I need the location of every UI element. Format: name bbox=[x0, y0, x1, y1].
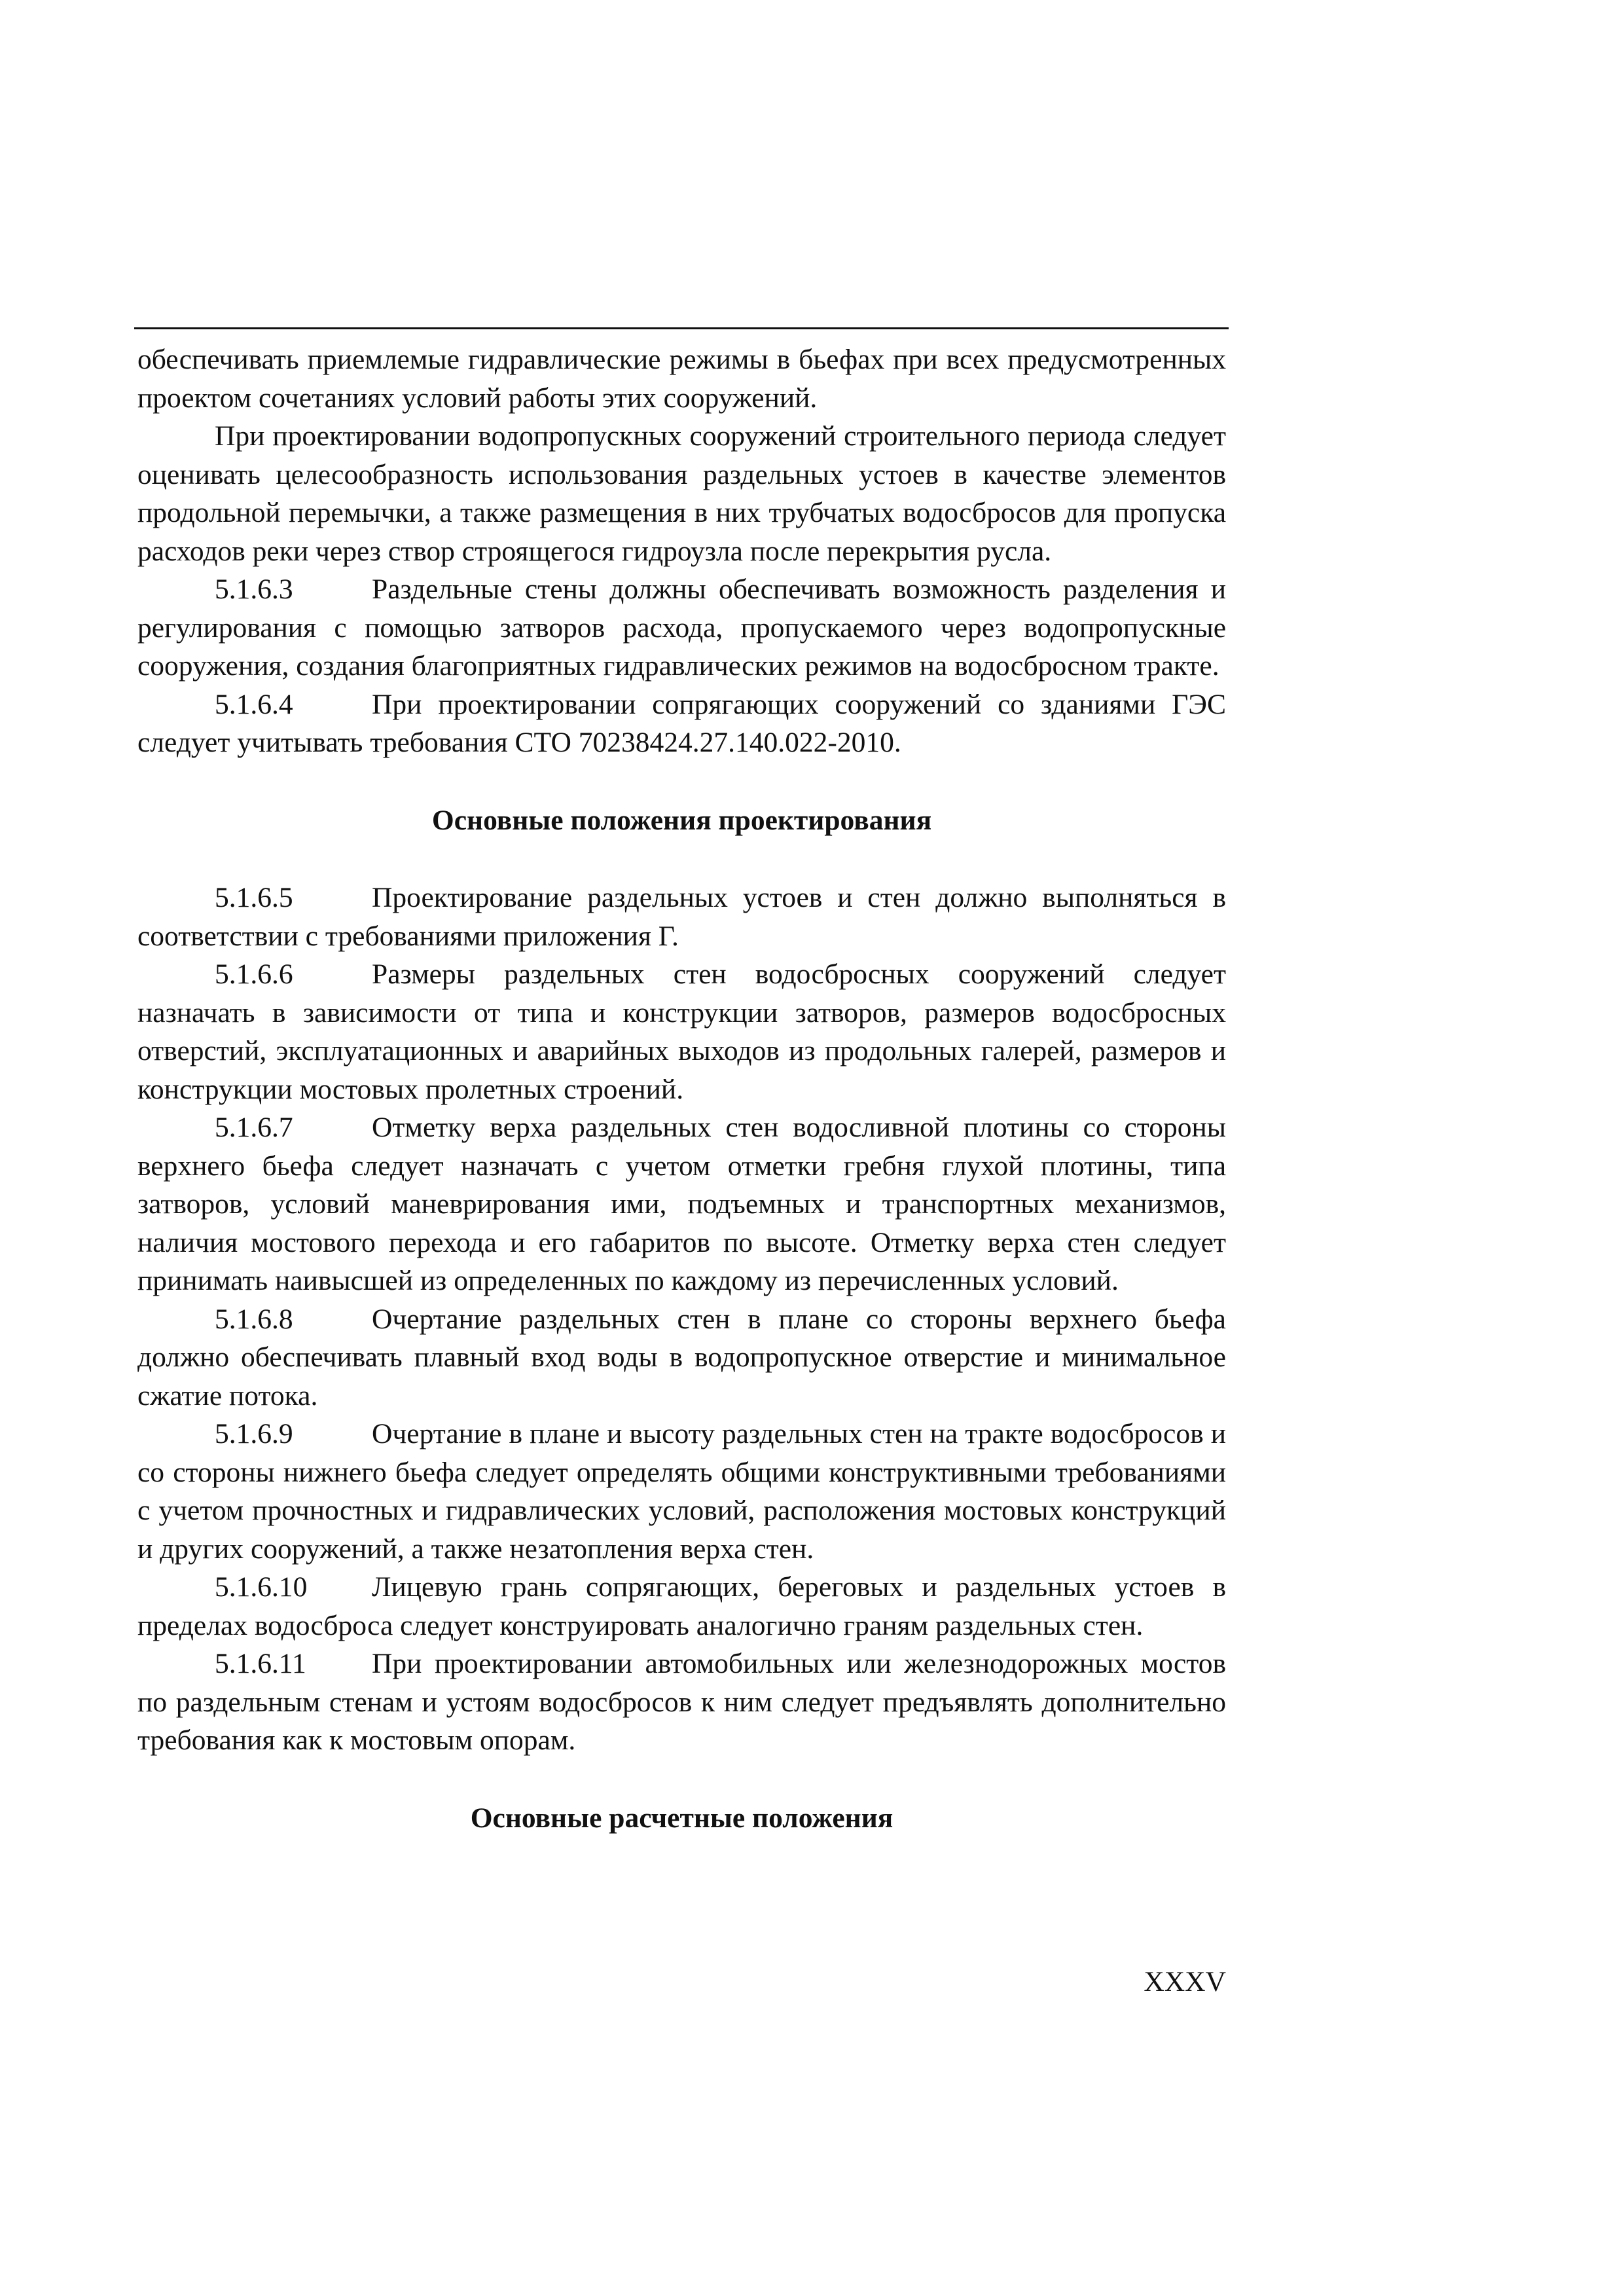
clause-text: Раздельные стены должны обеспечивать возможность разделения и регулирования с помощью затворов расхода, пропускаемого через водопропускные сооружения, создания благоприятных гидравлических режимов на водосбросном тракте. bbox=[137, 574, 1226, 682]
clause-5-1-6-7 bbox=[137, 1108, 1226, 1300]
clause-text: Отметку верха раздельных стен водосливной плотины со стороны верхнего бьефа следует назначать с учетом отметки гребня глухой плотины, типа затворов, условий маневрирования ими, подъемных и транспортных механизмов, наличия мостового перехода и его габаритов по высоте. Отметку верха стен следует принимать наивысшей из определенных по каждому из перечисленных условий. bbox=[137, 1112, 1226, 1296]
clause-5-1-6-10 bbox=[137, 1568, 1226, 1645]
clause-text: Очертание раздельных стен в плане со стороны верхнего бьефа должно обеспечивать плавный вход воды в водопропускное отверстие и минимальное сжатие потока. bbox=[137, 1303, 1226, 1412]
clause-number: 5.1.6.9 bbox=[215, 1418, 293, 1449]
clause-number: 5.1.6.3 bbox=[215, 574, 293, 605]
clause-5-1-6-9 bbox=[137, 1415, 1226, 1568]
clause-number: 5.1.6.10 bbox=[215, 1571, 308, 1603]
clause-5-1-6-11 bbox=[137, 1645, 1226, 1760]
paragraph-construction-period: При проектировании водопропускных сооружений строительного периода следует оценивать целесообразность использования раздельных устоев в качестве элементов продольной перемычки, а также размещения в них трубчатых водосбросов для пропуска расходов реки через створ строящегося гидроузла после перекрытия русла. bbox=[137, 420, 1226, 567]
clause-number: 5.1.6.4 bbox=[215, 688, 293, 720]
page-number: XXXV bbox=[1144, 1966, 1226, 1997]
paragraph-continuation: обеспечивать приемлемые гидравлические режимы в бьефах при всех предусмотренных проектом сочетаниях условий работы этих сооружений. bbox=[137, 344, 1226, 414]
clause-number: 5.1.6.8 bbox=[215, 1303, 293, 1335]
clause-text: Размеры раздельных стен водосбросных сооружений следует назначать в зависимости от типа и конструкции затворов, размеров водосбросных отверстий, эксплуатационных и аварийных выходов из продольных галерей, размеров и конструкции мостовых пролетных строений. bbox=[137, 958, 1226, 1105]
clause-text: Лицевую грань сопрягающих, береговых и раздельных устоев в пределах водосброса следует конструировать аналогично граням раздельных стен. bbox=[137, 1571, 1226, 1641]
clause-5-1-6-6 bbox=[137, 955, 1226, 1108]
page-body bbox=[137, 340, 1226, 1837]
clause-number: 5.1.6.7 bbox=[215, 1112, 293, 1143]
header-rule bbox=[134, 327, 1229, 329]
clause-5-1-6-5 bbox=[137, 879, 1226, 955]
clause-text: Очертание в плане и высоту раздельных стен на тракте водосбросов и со стороны нижнего бьефа следует определять общими конструктивными требованиями с учетом прочностных и гидравлических условий, расположения мостовых конструкций и других сооружений, а также незатопления верха стен. bbox=[137, 1418, 1226, 1565]
clause-5-1-6-3 bbox=[137, 570, 1226, 685]
clause-5-1-6-4 bbox=[137, 685, 1226, 762]
clause-number: 5.1.6.5 bbox=[215, 882, 293, 913]
section-heading-design-principles: Основные положения проектирования bbox=[431, 804, 932, 836]
clause-number: 5.1.6.6 bbox=[215, 958, 293, 990]
clause-text: При проектировании автомобильных или железнодорожных мостов по раздельным стенам и устоям водосбросов к ним следует предъявлять дополнительно требования как к мостовым опорам. bbox=[137, 1648, 1226, 1756]
clause-number: 5.1.6.11 bbox=[215, 1648, 306, 1679]
clause-text: При проектировании сопрягающих сооружений со зданиями ГЭС следует учитывать требования СТО 70238424.27.140.022-2010. bbox=[137, 688, 1226, 758]
clause-text: Проектирование раздельных устоев и стен должно выполняться в соответствии с требованиями приложения Г. bbox=[137, 882, 1226, 952]
section-heading-calculation-principles: Основные расчетные положения bbox=[470, 1802, 893, 1834]
clause-5-1-6-8 bbox=[137, 1300, 1226, 1415]
